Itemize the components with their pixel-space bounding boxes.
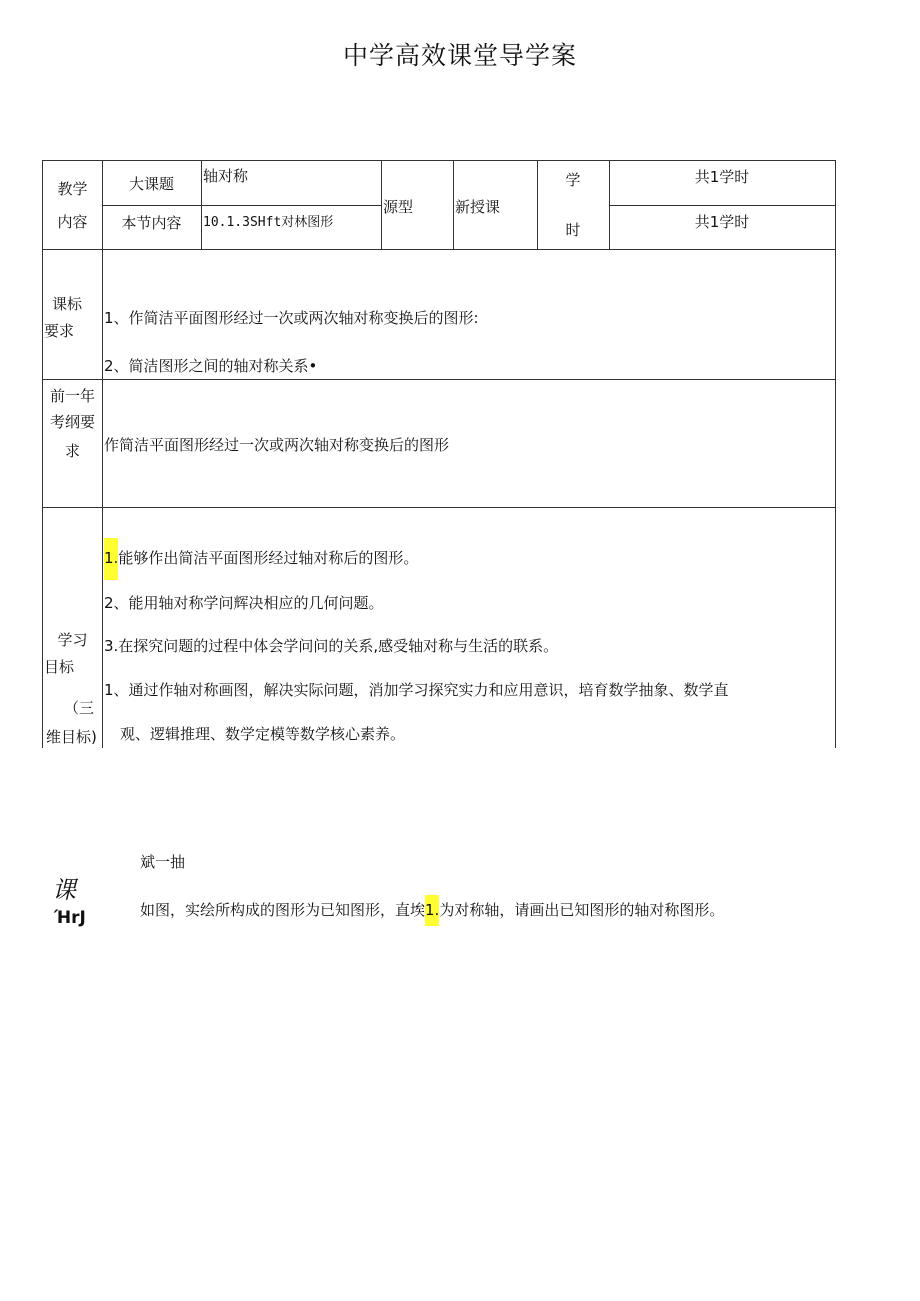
row-label-teaching: 教学 [57, 180, 88, 198]
goal-item-1-number: 1. [104, 538, 118, 580]
exam-label-2: 考纲要 [49, 413, 95, 431]
goal-item-4-line-1: 1、通过作轴对称画图，解决实际问题，消加学习探究实力和应用意识，培育数学抽象、数学直 [104, 681, 729, 699]
lesson-prompt-highlight: 1. [425, 895, 439, 926]
goal-item-1 [104, 548, 418, 580]
section-value: 10.1.3SHft对林图形 [203, 215, 334, 230]
topic-label: 大课题 [128, 175, 174, 193]
goals-label-2: 目标 [44, 658, 75, 676]
section-label: 本节内容 [121, 214, 182, 232]
lesson-prompt-after: 为对称轴，请画出已知图形的轴对称图形。 [439, 901, 725, 919]
goals-label-3: （三 [64, 699, 95, 717]
lesson-prompt-before: 如图，实绘所构成的图形为已知图形，直埃 [140, 901, 426, 919]
standards-label-2: 要求 [44, 322, 75, 340]
goal-item-1-text: 能够作出简洁平面图形经过轴对称后的图形。 [118, 549, 419, 567]
exam-text: 作简洁平面图形经过一次或两次轴对称变换后的图形 [104, 436, 450, 454]
goals-label-1: 学习 [57, 631, 88, 649]
goal-item-4-line-2: 观、逻辑推理、数学定模等数学核心素养。 [120, 725, 406, 743]
topic-value: 轴对称 [203, 167, 249, 185]
exam-label-3: 求 [64, 442, 80, 460]
standards-label-1: 课标 [52, 295, 83, 313]
type-value: 新授课 [455, 198, 501, 216]
lesson-subheading: 斌一抽 [140, 853, 186, 871]
goal-item-2: 2、能用轴对称学问辉决相应的几何问题。 [104, 594, 384, 612]
standards-item-1: 1、作简洁平面图形经过一次或两次轴对称变换后的图形: [104, 309, 479, 327]
type-label: 源型 [383, 198, 414, 216]
lesson-handwritten-2: ΉrJ [54, 908, 86, 928]
hours-total-1: 共1学时 [694, 168, 750, 186]
standards-item-2: 2、简洁图形之间的轴对称关系• [104, 357, 318, 375]
hours-total-2: 共1学时 [694, 213, 750, 231]
row-label-content: 内容 [57, 213, 88, 231]
hours-label-bottom: 时 [565, 221, 581, 239]
page-title: 中学高效课堂导学案 [342, 41, 577, 70]
exam-label-1: 前一年 [49, 387, 95, 405]
goal-item-3: 3.在探究问题的过程中体会学问问的关系,感受轴对称与生活的联系。 [104, 637, 559, 655]
lesson-prompt [140, 900, 724, 926]
lesson-handwritten-1: 课 [52, 876, 76, 904]
hours-label-top: 学 [565, 171, 581, 189]
goals-label-4: 维目标) [46, 728, 97, 746]
